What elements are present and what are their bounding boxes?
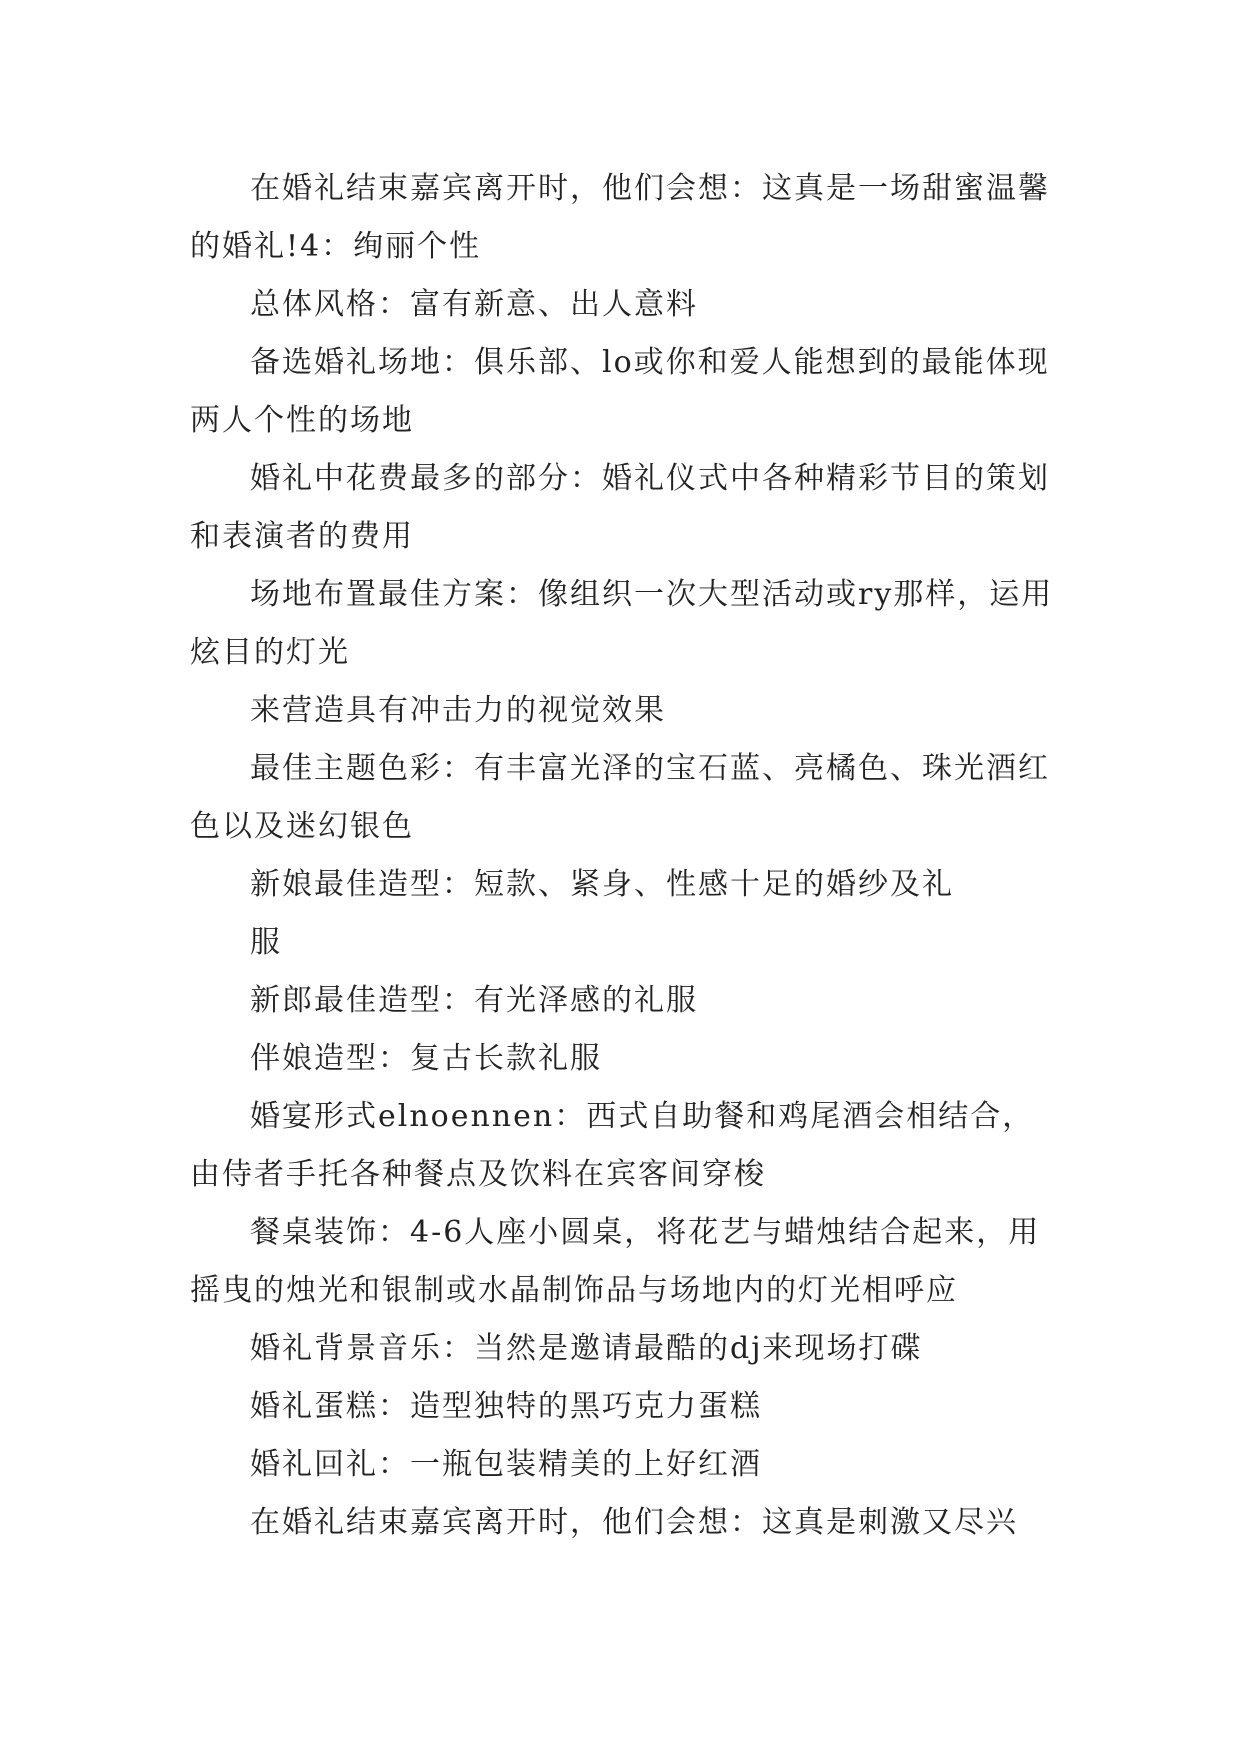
paragraph: 婚礼回礼：一瓶包装精美的上好红酒 [250, 1447, 762, 1482]
paragraph: 场地布置最佳方案：像组织一次大型活动或ry那样，运用炫目的灯光 [190, 577, 1054, 670]
paragraph: 在婚礼结束嘉宾离开时，他们会想：这真是一场甜蜜温馨的婚礼!4：绚丽个性 [190, 171, 1050, 264]
paragraph: 婚礼蛋糕：造型独特的黑巧克力蛋糕 [250, 1389, 762, 1424]
paragraph: 婚宴形式elnoennen：西式自助餐和鸡尾酒会相结合，由侍者手托各种餐点及饮料在宾客间穿梭 [190, 1099, 1035, 1192]
paragraph: 伴娘造型：复古长款礼服 [250, 1041, 602, 1076]
paragraph: 来营造具有冲击力的视觉效果 [250, 693, 666, 728]
paragraph: 餐桌装饰：4-6人座小圆桌，将花艺与蜡烛结合起来，用摇曳的烛光和银制或水晶制饰品与场地内的灯光相呼应 [190, 1215, 1041, 1308]
document-body [190, 160, 1058, 1552]
paragraph: 婚礼背景音乐：当然是邀请最酷的dj来现场打碟 [250, 1331, 923, 1366]
paragraph: 最佳主题色彩：有丰富光泽的宝石蓝、亮橘色、珠光酒红色以及迷幻银色 [190, 751, 1050, 844]
paragraph: 服 [250, 925, 282, 960]
paragraph: 备选婚礼场地：俱乐部、lo或你和爱人能想到的最能体现两人个性的场地 [190, 345, 1050, 438]
paragraph: 总体风格：富有新意、出人意料 [250, 287, 698, 322]
paragraph: 婚礼中花费最多的部分：婚礼仪式中各种精彩节目的策划和表演者的费用 [190, 461, 1050, 554]
paragraph: 新郎最佳造型：有光泽感的礼服 [250, 983, 698, 1018]
paragraph: 新娘最佳造型：短款、紧身、性感十足的婚纱及礼 [250, 867, 954, 902]
paragraph: 在婚礼结束嘉宾离开时，他们会想：这真是刺激又尽兴 [250, 1505, 1018, 1540]
